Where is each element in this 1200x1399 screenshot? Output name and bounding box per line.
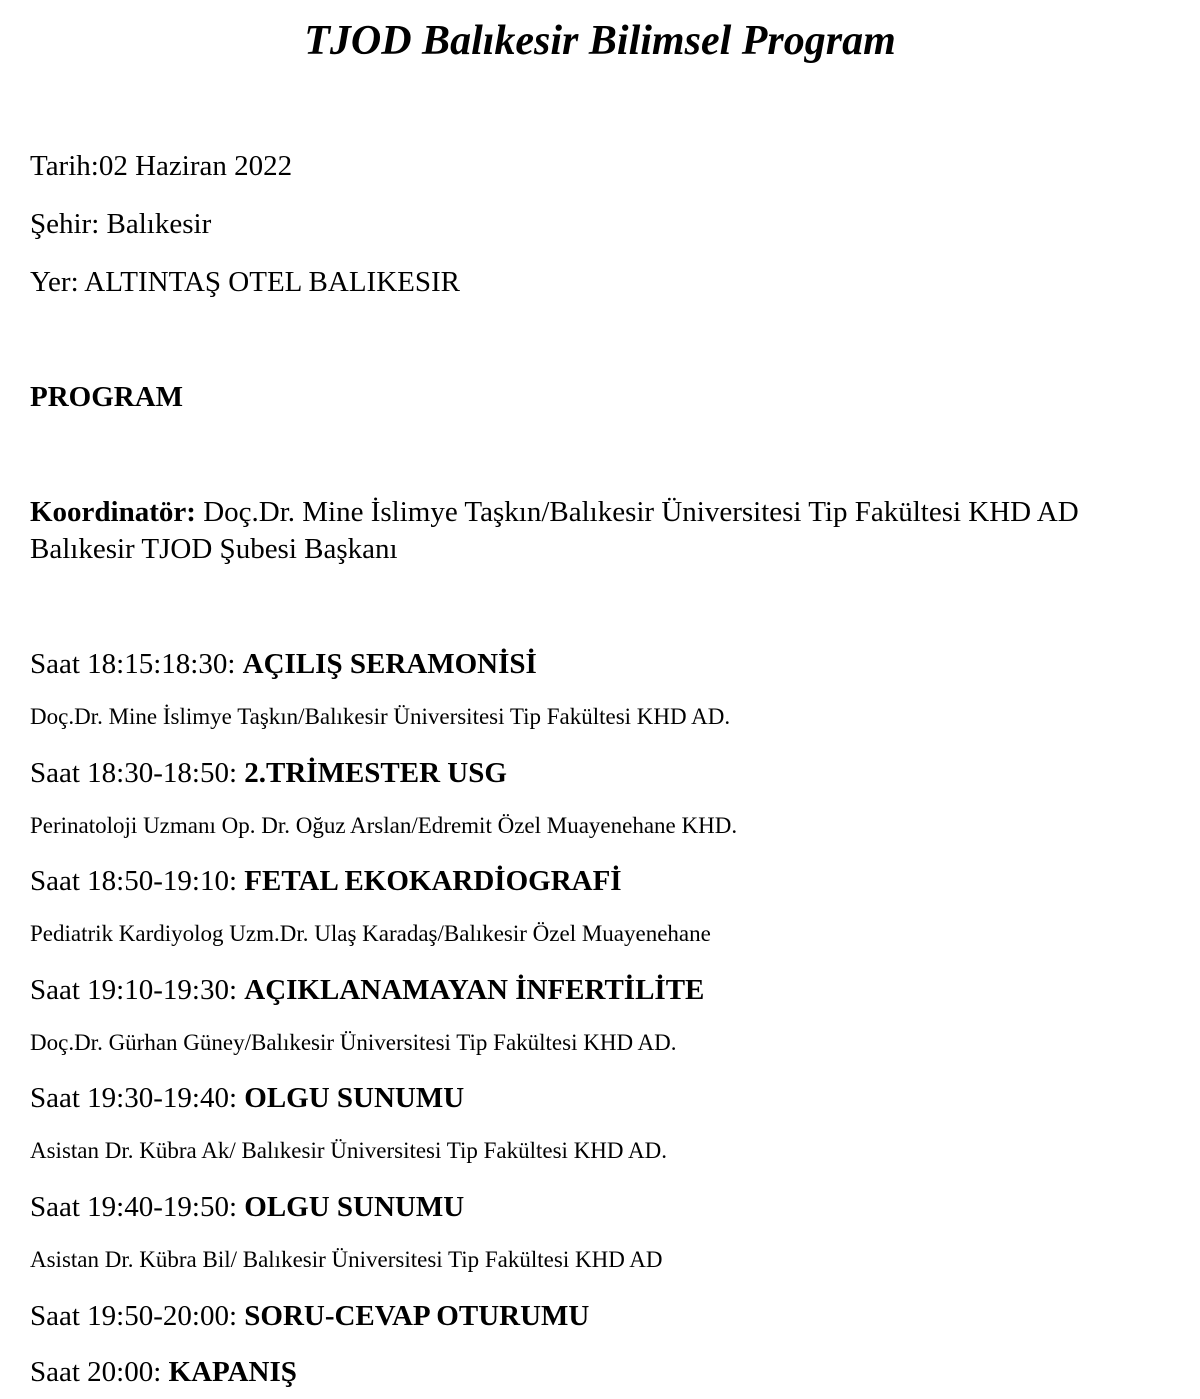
session-topic: FETAL EKOKARDİOGRAFİ: [244, 865, 622, 897]
session-speaker: Doç.Dr. Mine İslimye Taşkın/Balıkesir Üniversitesi Tip Fakültesi KHD AD.: [30, 704, 731, 729]
event-city: Şehir: Balıkesir: [30, 208, 212, 240]
session-time: Saat 19:40-19:50:: [30, 1191, 245, 1223]
session-row: [30, 1354, 297, 1390]
session-topic: KAPANIŞ: [168, 1356, 297, 1388]
session-topic: OLGU SUNUMU: [244, 1082, 465, 1114]
session-row: [30, 646, 537, 682]
session-time: Saat 19:10-19:30:: [30, 974, 245, 1006]
session-speaker: Pediatrik Kardiyolog Uzm.Dr. Ulaş Karadaş/Balıkesir Özel Muayenehane: [30, 921, 711, 946]
coordinator-label: Koordinatör:: [30, 496, 196, 528]
event-venue: Yer: ALTINTAŞ OTEL BALIKESIR: [30, 266, 461, 298]
session-time: Saat 19:30-19:40:: [30, 1082, 245, 1114]
session-speaker: Perinatoloji Uzmanı Op. Dr. Oğuz Arslan/Edremit Özel Muayenehane KHD.: [30, 813, 738, 838]
session-row: [30, 972, 704, 1008]
session-speaker: Doç.Dr. Gürhan Güney/Balıkesir Üniversitesi Tip Fakültesi KHD AD.: [30, 1030, 677, 1055]
session-row: [30, 1189, 464, 1225]
session-topic: AÇIKLANAMAYAN İNFERTİLİTE: [244, 974, 705, 1006]
coordinator: [30, 494, 1170, 568]
session-time: Saat 18:15:18:30:: [30, 648, 243, 680]
program-heading: PROGRAM: [30, 381, 184, 413]
session-time: Saat 20:00:: [30, 1356, 169, 1388]
session-topic: 2.TRİMESTER USG: [244, 757, 507, 789]
session-topic: SORU-CEVAP OTURUMU: [244, 1300, 590, 1332]
event-date: Tarih:02 Haziran 2022: [30, 150, 293, 182]
session-speaker: Asistan Dr. Kübra Ak/ Balıkesir Üniversitesi Tip Fakültesi KHD AD.: [30, 1138, 667, 1163]
session-topic: AÇILIŞ SERAMONİSİ: [242, 648, 537, 680]
session-row: [30, 1298, 589, 1334]
session-time: Saat 18:50-19:10:: [30, 865, 245, 897]
session-time: Saat 18:30-18:50:: [30, 757, 245, 789]
session-time: Saat 19:50-20:00:: [30, 1300, 245, 1332]
session-speaker: Asistan Dr. Kübra Bil/ Balıkesir Üniversitesi Tip Fakültesi KHD AD: [30, 1247, 663, 1272]
session-row: [30, 1080, 464, 1116]
coordinator-text: Doç.Dr. Mine İslimye Taşkın/Balıkesir Üniversitesi Tip Fakültesi KHD AD Balıkesir TJOD Şubesi Başkanı: [30, 496, 1079, 565]
page-title: TJOD Balıkesir Bilimsel Program: [304, 18, 896, 64]
session-row: [30, 863, 622, 899]
session-topic: OLGU SUNUMU: [244, 1191, 465, 1223]
session-row: [30, 755, 507, 791]
